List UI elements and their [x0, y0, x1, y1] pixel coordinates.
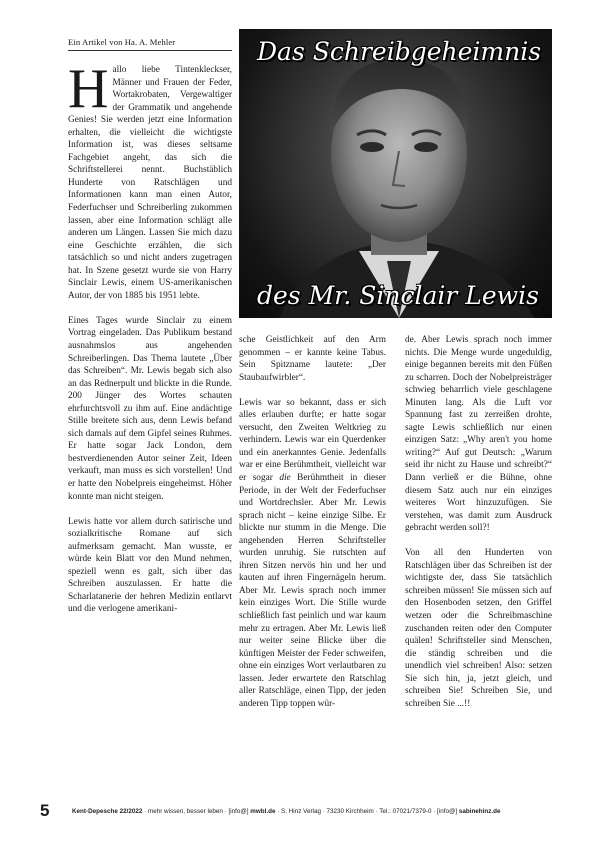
portrait-illustration [239, 29, 552, 318]
paragraph: sche Geistlichkeit auf den Arm genommen – er kannte keine Tabus. Sein Spitzname lautete: „Der Staubaufwirbler“. [239, 335, 386, 383]
text-column-1 [68, 58, 232, 616]
footer-imprint: Kent-Depesche 22/2022 · mehr wissen, besser leben · [info@] mwbl.de · S. Hinz Verlag · 73230 Kirchheim · Tel.: 07021/7379-0 · [info@] sabinehinz.de [72, 808, 501, 815]
page-number: 5 [40, 801, 50, 820]
paragraph: Von all den Hunderten von Ratschlägen über das Schreiben ist der wichtigste der, dass Sie tatsächlich schreiben müssen! Sie müssen sich auf den Hosenboden setzen, den Griffel wetzen oder die Schreibmaschine zuschanden reiten oder den Computer quälen! Schriftsteller sind Menschen, die ständig schreiben und die unendlich viel schreiben! Also: setzen Sie sich hin, ja, jetzt gleich, und schreiben Sie! Schreiben Sie, und schreiben Sie ...!! [405, 548, 552, 709]
article-title-line-2: des Mr. Sinclair Lewis [257, 281, 539, 310]
text-column-3 [405, 334, 552, 710]
paragraph: Lewis hatte vor allem durch satirische und sozialkritische Romane auf sich aufmerksam gemacht. Man wusste, er würde kein Blatt vor den Mund nehmen, speziell wenn es galt, sich über das Schreiben auszulassen. Er hatte die Scharlatanerie der hehren Medizin entlarvt und die verlogene amerikani- [68, 516, 232, 615]
drop-cap: H [68, 58, 109, 120]
article-title-line-1: Das Schreibgeheimnis [257, 37, 542, 66]
text-column-2 [239, 334, 386, 710]
website-link[interactable]: sabinehinz.de [458, 808, 501, 815]
paragraph: Eines Tages wurde Sinclair zu einem Vortrag eingeladen. Das Publikum bestand ausnahmslos aus angehenden Schreiberlingen. Das Thema lautete „Über das Schreiben“. Mr. Lewis begab sich also an das Rednerpult und blickte in die Runde. 200 Jünger des Wortes schauten ehrfurchtsvoll zu ihm auf. Eine andächtige Stille breitete sich aus, denn Lewis befand sich damals auf dem Gipfel seines Ruhmes. Er hatte sogar Jack London, dem bestverdienenden Autor seiner Zeit, Ideen verkauft, man muss es sich vorstellen! Und er hatte den Nobelpreis eingeheimst. Höher konnte man nicht steigen. [68, 315, 232, 502]
website-link[interactable]: mwbl.de [250, 808, 276, 815]
paragraph: de. Aber Lewis sprach noch immer nichts. Die Menge wurde ungeduldig, einige begannen bereits mit den Füßen zu scharren. Doch der Nobelpreisträger schwieg beharrlich viele geschlagene Minuten lang. Als die Luft vor Spannung fast zu zerreißen drohte, sagte Lewis schließlich nur einen einzigen Satz: „Why aren't you home writing?“ Auf gut Deutsch: „Warum seid ihr nicht zu Hause und schreibt?“ Dann verließ er die Bühne, ohne diesem Satz auch nur ein einziges weiteres Wort hinzuzufügen. Sie verstehen, was damit zum Ausdruck gebracht werden soll?! [405, 335, 552, 534]
emphasis: die [279, 472, 291, 483]
byline: Ein Artikel von Ha. A. Mehler [68, 37, 232, 51]
author-portrait [239, 29, 552, 318]
paragraph: Hallo liebe Tintenkleckser, Männer und Frauen der Feder, Wortakrobaten, Vergewaltiger der Grammatik und angehende Genies! Sie werden jetzt eine Information erhalten, die vielleicht die wichtigste Information ist, was dieses seltsame Fachgebiet angeht, das sich die Schriftstellerei nennt. Buchstäblich Hunderte von Ratschlägen und Informationen kann man einen Autor, Federfuchser und Schreiberling zukommen lassen, aber eine Information schlägt alle anderen um Längen. Lassen Sie mich dazu eine Geschichte erzählen, die sich tatsächlich so und nicht anders zugetragen hat. In Szene gesetzt wurde sie von Harry Sinclair Lewis, einem US-amerikanischen Autor, der von 1885 bis 1951 lebte. [68, 58, 232, 301]
paragraph: Lewis war so bekannt, dass er sich alles erlauben durfte; er hatte sogar versucht, den Zweiten Weltkrieg zu verhindern. Lewis war ein Querdenker und ein anerkanntes Genie. Jedenfalls war er eine Berühmtheit, vielleicht war er sogar die Berühmtheit in dieser Periode, in der Welt der Federfuchser und Wortdrechsler. Aber Mr. Lewis sprach nicht – keine einzige Silbe. Er blickte nur stumm in die Menge. Die angehenden Herren Schriftsteller wurden unruhig. Sie rutschten auf ihren Sitzen nervös hin und her und kauten auf ihren Fingernägeln herum. Aber Mr. Lewis sprach noch immer kein einziges Wort. Die Stille wurde schließlich fast peinlich und war kaum mehr zu ertragen. Aber Mr. Lewis ließ nur weiter seine Blicke über die künftigen Meister der Feder schweifen, ohne ein einziges Wort verlautbaren zu lassen. Jeder erwartete den Ratschlag aller Ratschläge, einen Tipp, der jeden anderen Tipp toppen wür- [239, 397, 386, 709]
page-footer [36, 801, 559, 820]
